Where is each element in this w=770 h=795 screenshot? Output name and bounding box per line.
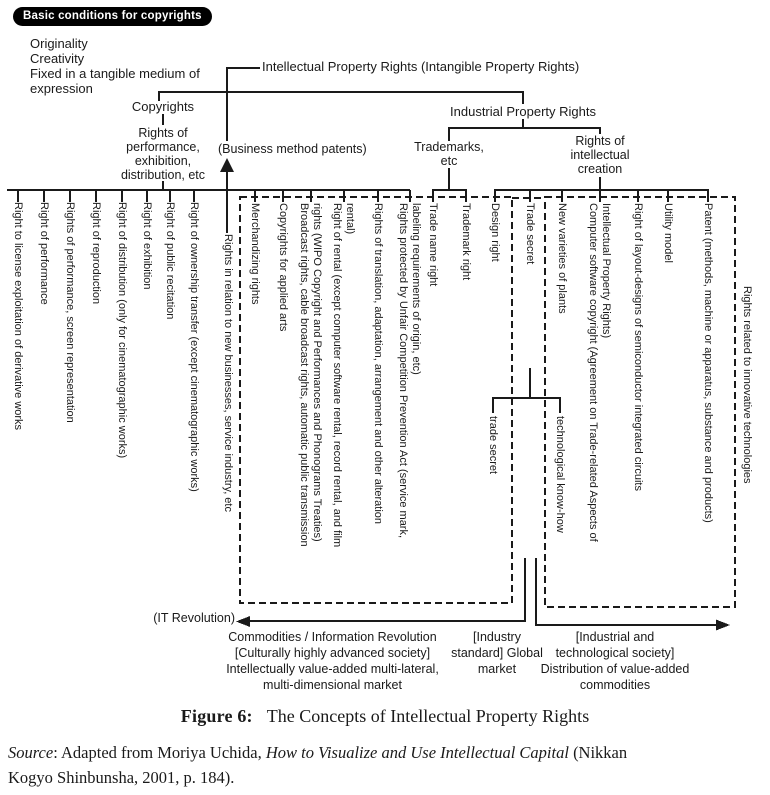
source-line2: Kogyo Shinbunsha, 2001, p. 184). bbox=[8, 768, 235, 787]
center-market-line: [Industry bbox=[473, 630, 521, 644]
source-note bbox=[8, 740, 766, 790]
top-bracket bbox=[159, 92, 523, 104]
it-revolution-label: (IT Revolution) bbox=[153, 611, 235, 625]
right-arrowhead bbox=[716, 620, 730, 631]
col-license-exploitation-derivative-works: Right to license exploitation of derivative works bbox=[12, 202, 24, 431]
col-unfair-competition-act-line2: labeling requirements of origin, etc) bbox=[410, 203, 422, 375]
col-broadcast-rights bbox=[297, 203, 323, 547]
right-market-line: commodities bbox=[579, 678, 651, 692]
copyrights-sub-line: Rights of bbox=[138, 126, 188, 140]
creation-line: intellectual bbox=[570, 148, 630, 162]
source-text: (Nikkan bbox=[568, 743, 628, 762]
source-text: : Adapted from Moriya Uchida, bbox=[53, 743, 266, 762]
left-arrowhead bbox=[236, 616, 250, 627]
col-right-of-exhibition: Right of exhibition bbox=[141, 202, 153, 290]
root-node-label: Intellectual Property Rights (Intangible Property Rights) bbox=[262, 59, 580, 74]
col-right-of-rental-line2: rental) bbox=[344, 203, 356, 235]
col-right-of-distribution: Right of distribution (only for cinematographic works) bbox=[116, 202, 128, 459]
col-unfair-competition-act bbox=[396, 203, 422, 538]
col-right-of-reproduction: Right of reproduction bbox=[90, 202, 102, 305]
business-method-up-arrowhead bbox=[220, 158, 234, 172]
source-word: Source bbox=[8, 743, 54, 762]
col-trade-secret-sub: trade secret bbox=[487, 416, 499, 475]
col-broadcast-rights-line2: rights (WIPO Copyright and Performances and Phonograms Treaties) bbox=[311, 203, 323, 542]
source-line1 bbox=[8, 740, 766, 765]
copyrights-node-label: Copyrights bbox=[131, 99, 195, 114]
trademarks-line: Trademarks, bbox=[414, 140, 484, 154]
business-method-patents-label: (Business method patents) bbox=[215, 142, 370, 156]
copyrights-sub-label bbox=[110, 126, 216, 182]
col-utility-model: Utility model bbox=[662, 203, 674, 263]
condition-line: expression bbox=[30, 81, 93, 96]
condition-line: Creativity bbox=[30, 51, 85, 66]
col-technological-know-how: technological know-how bbox=[554, 416, 566, 533]
col-design-right: Design right bbox=[489, 203, 501, 262]
col-computer-software-copyright-line2: Intellectual Property Rights) bbox=[600, 203, 612, 339]
col-unfair-competition-act-line1: Rights protected by Unfair Competition Prevention Act (service mark, bbox=[397, 203, 409, 539]
col-copyrights-applied-arts: Copyrights for applied arts bbox=[277, 203, 289, 332]
right-market-line: Distribution of value-added bbox=[540, 662, 690, 676]
copyrights-sub-line: exhibition, bbox=[134, 154, 192, 168]
col-rights-innovative-technologies: Rights related to innovative technologies bbox=[741, 286, 753, 484]
col-performance-screen-representation: Rights of performance, screen representation bbox=[64, 202, 76, 423]
source-book-title: How to Visualize and Use Intellectual Capital bbox=[265, 743, 569, 762]
left-market-label bbox=[190, 629, 475, 693]
center-market-line: standard] Global bbox=[451, 646, 543, 660]
creation-line: creation bbox=[577, 162, 623, 176]
left-market-arrow-line bbox=[250, 558, 525, 621]
trademarks-line: etc bbox=[440, 154, 458, 168]
col-new-varieties-of-plants: New varieties of plants bbox=[556, 203, 568, 314]
right-market-line: technological society] bbox=[555, 646, 675, 660]
copyrights-sub-line: distribution, etc bbox=[120, 168, 206, 182]
col-public-recitation: Right of public recitation bbox=[164, 202, 176, 320]
col-rights-of-translation: Rights of translation, adaptation, arrangement and other alteration bbox=[372, 203, 384, 525]
col-computer-software-copyright bbox=[586, 203, 612, 542]
creation-node-label bbox=[555, 134, 645, 176]
copyrights-sub-line: performance, bbox=[126, 140, 200, 154]
col-trade-secret: Trade secret bbox=[524, 203, 536, 265]
condition-line: Originality bbox=[30, 36, 88, 51]
basic-conditions-list bbox=[30, 36, 200, 96]
col-layout-designs-semiconductor: Right of layout-designs of semiconductor integrated circuits bbox=[632, 203, 644, 491]
col-trademark-right: Trademark right bbox=[460, 203, 472, 281]
col-right-of-rental-line1: Right of rental (except computer software rental, record rental, and film bbox=[331, 203, 343, 548]
col-new-businesses-service-industry: Rights in relation to new businesses, service industry, etc bbox=[222, 234, 234, 512]
col-broadcast-rights-line1: Broadcast rights, cable broadcast rights, automatic public transmission bbox=[298, 203, 310, 547]
industrial-node-label: Industrial Property Rights bbox=[450, 104, 596, 119]
left-market-line: multi-dimensional market bbox=[263, 678, 402, 692]
right-market-line: [Industrial and bbox=[575, 630, 655, 644]
trade-secret-bracket bbox=[493, 398, 560, 413]
center-market-line: market bbox=[477, 662, 517, 676]
left-market-line: [Culturally highly advanced society] bbox=[234, 646, 431, 660]
figure-title: The Concepts of Intellectual Property Rights bbox=[266, 706, 590, 726]
trademarks-node-label bbox=[409, 140, 489, 168]
col-right-of-rental bbox=[330, 203, 356, 547]
col-merchandizing-rights: Merchandizing rights bbox=[249, 203, 261, 305]
creation-line: Rights of bbox=[575, 134, 625, 148]
col-computer-software-copyright-line1: Computer software copyright (Agreement on Trade-related Aspects of bbox=[587, 203, 599, 542]
col-trade-name-right: Trade name right bbox=[427, 203, 439, 287]
right-market-arrow-line bbox=[536, 558, 716, 625]
col-patent: Patent (methods, machine or apparatus, substance and products) bbox=[702, 203, 714, 523]
left-market-line: Intellectually value-added multi-lateral, bbox=[226, 662, 439, 676]
basic-conditions-badge: Basic conditions for copyrights bbox=[13, 7, 212, 26]
col-ownership-transfer: Right of ownership transfer (except cinematographic works) bbox=[188, 202, 200, 492]
right-market-label bbox=[520, 629, 710, 693]
condition-line: Fixed in a tangible medium of bbox=[30, 66, 200, 81]
left-market-line: Commodities / Information Revolution bbox=[228, 630, 437, 644]
figure-number: Figure 6: bbox=[180, 706, 253, 726]
figure-caption bbox=[0, 706, 770, 727]
col-right-of-performance: Right of performance bbox=[38, 202, 50, 305]
